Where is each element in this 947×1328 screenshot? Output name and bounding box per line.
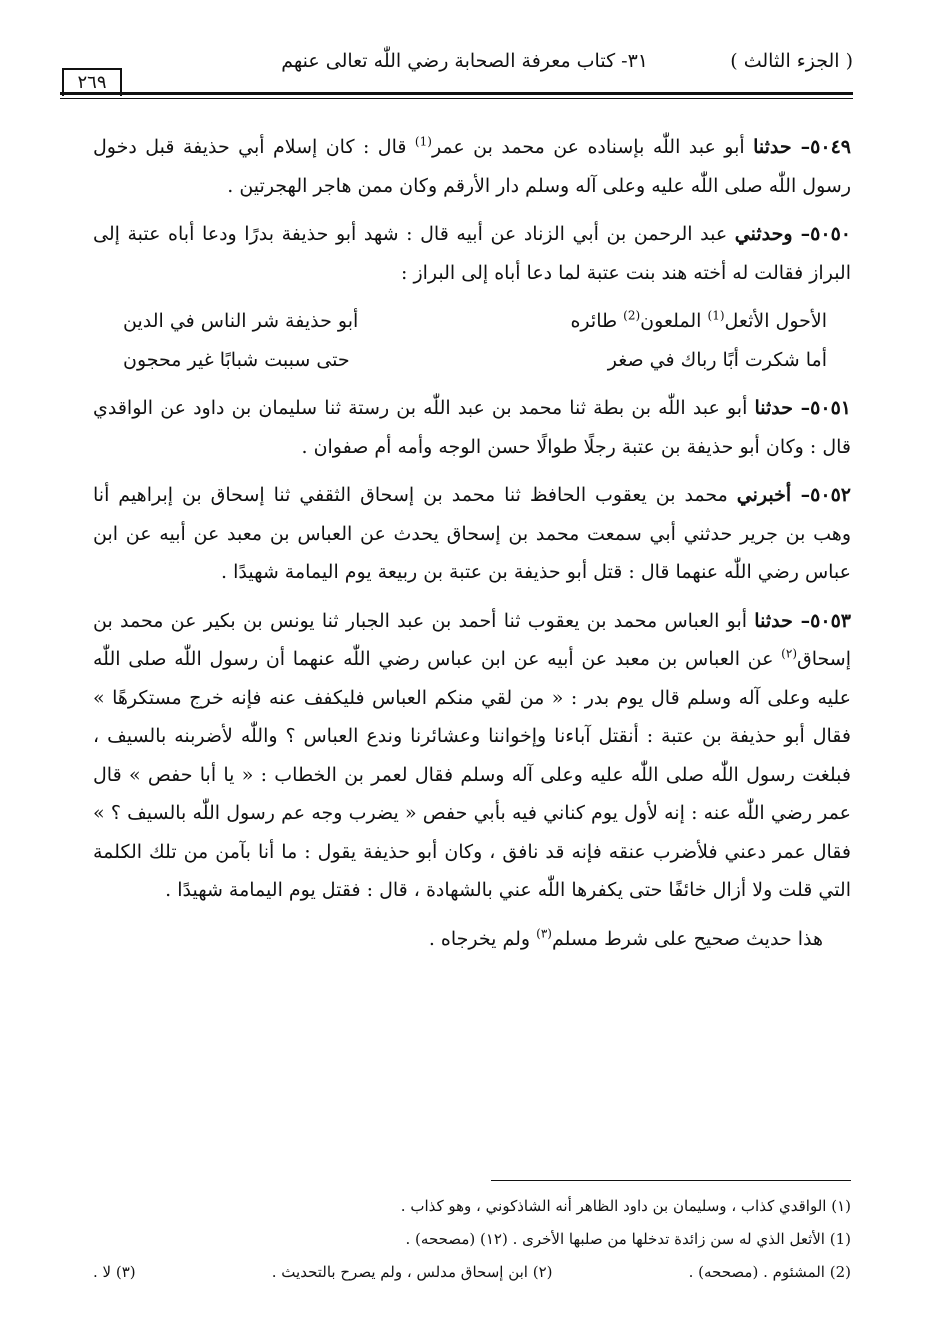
running-header [50,44,853,93]
footnote-1: (١) الواقدي كذاب ، وسليمان بن داود الظاهر أنه الشاذكوني ، وهو كذاب . [400,1197,851,1215]
verse-hemistich-first: الأحول الأثعل$^{(1)}$ الملعون$^{(2)}$ طائره [570,308,827,332]
hadith-number: ٥٠٥٠ [810,223,851,245]
footnote-ref: (2) [623,308,641,323]
footnote-ref: (٢) [781,646,797,661]
hadith-5050 [93,215,851,292]
hadith-number: ٥٠٤٩ [810,136,851,158]
footnote-ref: (1) [707,308,725,323]
verse-hemistich-second: حتى سببت شبابًا غير محجون [123,348,350,371]
hadith-number: ٥٠٥٣ [810,609,851,632]
hadith-lead-word: – حدثنا [753,136,811,158]
authenticity-note: هذا حديث صحيح على شرط مسلم$^{(٣)}$ ولم يخرجاه . [428,926,823,950]
hadith-lead-word: – حدثنا [754,609,811,632]
hadith-5051 [93,389,851,466]
verse-hemistich-second: أبو حذيفة شر الناس في الدين [123,310,359,332]
header-rule-thick [60,92,853,95]
page-number: ٢٦٩ [62,68,122,96]
main-text [93,128,851,968]
poem-verse [93,341,851,380]
poem-verse [93,302,851,341]
header-rule-thin [60,98,853,99]
hadith-text: أبو عبد اللّٰه بإسناده عن محمد بن عمر [431,136,754,158]
hadith-text: عبد الرحمن بن أبي الزناد عن أبيه قال : شهد أبو حذيفة بدرًا ودعا أباه عتبة إلى البراز فقالت له أخته هند بنت عتبة لما دعا أباه إلى البراز : [93,223,851,284]
hadith-text: قال : كان إسلام أبي حذيفة قبل دخول رسول اللّٰه صلى اللّٰه عليه وعلى آله وسلم دار الأرقم وكان ممن هاجر الهجرتين . [93,136,851,197]
hadith-number: ٥٠٥١ [810,397,851,419]
hadith-text: أبو عبد اللّٰه بن بطة ثنا محمد بن عبد اللّٰه بن رستة ثنا سليمان بن داود عن الواقدي قال : وكان أبو حذيفة بن عتبة رجلًا طوالًا حسن الوجه وأمه أم صفوان . [93,397,851,458]
footnote-3b: (٢) ابن إسحاق مدلس ، ولم يصرح بالتحديث . [271,1263,553,1281]
footnote-separator [491,1180,851,1181]
footnote-3c: (٣) لا . [93,1263,136,1281]
hadith-text: أبو العباس محمد بن يعقوب ثنا أحمد بن عبد الجبار ثنا يونس بن بكير عن محمد بن إسحاق [93,609,851,670]
hadith-lead-word: – وحدثني [734,223,811,245]
footnote-ref: (٣) [536,926,552,941]
hadith-number: ٥٠٥٢ [810,484,851,506]
footnote-2: (1) الأثعل الذي له سن زائدة تدخلها من صلبها الأخرى . (١٢) (مصححه) . [405,1230,851,1248]
footnote-row [93,1256,851,1289]
hadith-text: عن العباس بن معبد عن أبيه عن ابن عباس رضي اللّٰه عنهما أن رسول اللّٰه صلى اللّٰه عليه وعلى آله وسلم قال يوم بدر : « من لقي منكم العباس فليكفف عنه فإنه خرج مستكرهًا » فقال أبو حذيفة بن عتبة : أنقتل آباءنا وإخواننا وعشائرنا وندع العباس ؟ واللّٰه لأضربنه بالسيف ، فبلغت رسول اللّٰه صلى اللّٰه عليه وعلى آله وسلم فقال لعمر بن الخطاب : « يا أبا حفص » قال عمر رضي اللّٰه عنه : إنه لأول يوم كناني فيه بأبي حفص « يضرب وجه عم رسول اللّٰه بالسيف ؟ » فقال عمر دعني فلأضرب عنقه فإنه قد نافق ، وكان أبو حذيفة يقول : ما أنا بآمن من تلك الكلمة التي قلت ولا أزال خائفًا حتى يكفرها اللّٰه عني بالشهادة ، قال : فقتل يوم اليمامة شهيدًا . [93,648,851,901]
poem [93,302,851,379]
hadith-5052 [93,476,851,592]
hadith-5049 [93,128,851,205]
verse-hemistich-first: أما شكرت أبًا رباك في صغر [607,348,827,371]
footnote-ref: (1) [414,134,432,149]
footnotes [93,1190,851,1289]
hadith-5053 [93,602,851,910]
volume-label: ( الجزء الثالث ) [730,50,853,72]
hadith-text: محمد بن يعقوب الحافظ ثنا محمد بن إسحاق الثقفي ثنا إسحاق بن إبراهيم أنا وهب بن جرير حدثني أبي سمعت محمد بن إسحاق يحدث عن العباس بن معبد عن أبيه عن ابن عباس رضي اللّٰه عنهما قال : قتل أبو حذيفة بن عتبة بن ربيعة يوم اليمامة شهيدًا . [93,484,851,583]
hadith-lead-word: – أخبرني [736,484,811,506]
hadith-lead-word: – حدثنا [754,397,811,419]
footnote-3a: (2) المشئوم . (مصححه) . [688,1263,851,1281]
book-title: ٣١- كتاب معرفة الصحابة رضي اللّٰه تعالى عنهم [281,50,648,72]
